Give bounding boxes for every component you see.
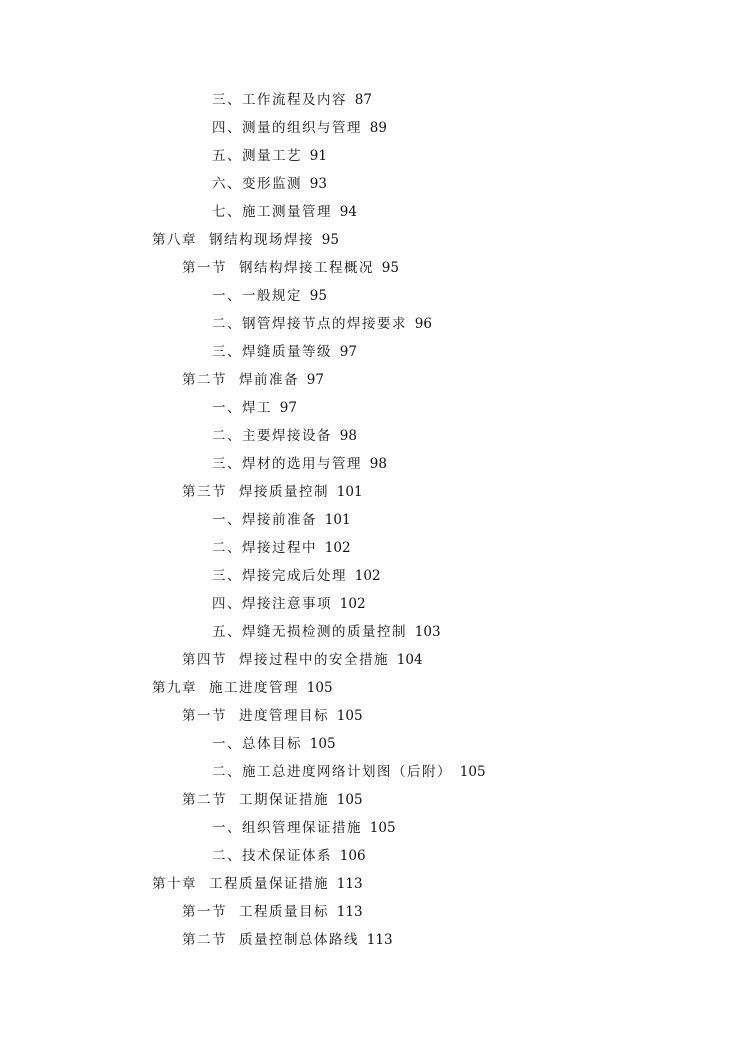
toc-entry-section[interactable] bbox=[0, 366, 744, 394]
toc-entry-section[interactable] bbox=[0, 786, 744, 814]
toc-entry-page-number: 113 bbox=[366, 932, 393, 948]
toc-entry-page-number: 103 bbox=[414, 624, 441, 640]
toc-entry-title: 钢结构焊接工程概况 bbox=[239, 260, 374, 276]
toc-entry-item[interactable] bbox=[0, 758, 744, 786]
toc-entry-title: 七、施工测量管理 bbox=[212, 204, 332, 220]
toc-entry-item[interactable] bbox=[0, 198, 744, 226]
toc-entry-title: 五、焊缝无损检测的质量控制 bbox=[212, 624, 407, 640]
toc-entry-title: 六、变形监测 bbox=[212, 176, 302, 192]
toc-entry-page-number: 102 bbox=[339, 596, 366, 612]
toc-entry-page-number: 105 bbox=[336, 708, 363, 724]
toc-entry-number: 第八章 bbox=[152, 232, 197, 248]
toc-entry-page-number: 101 bbox=[324, 512, 351, 528]
toc-entry-item[interactable] bbox=[0, 842, 744, 870]
toc-entry-title: 焊前准备 bbox=[239, 372, 299, 388]
toc-entry-title: 工期保证措施 bbox=[239, 792, 329, 808]
toc-entry-title: 二、焊接过程中 bbox=[212, 540, 317, 556]
toc-entry-title: 施工进度管理 bbox=[209, 680, 299, 696]
toc-entry-item[interactable] bbox=[0, 282, 744, 310]
toc-entry-page-number: 105 bbox=[369, 820, 396, 836]
toc-entry-page-number: 96 bbox=[414, 316, 432, 332]
toc-entry-number: 第一节 bbox=[182, 260, 227, 276]
toc-entry-page-number: 97 bbox=[306, 372, 324, 388]
toc-entry-item[interactable] bbox=[0, 114, 744, 142]
toc-entry-title: 四、测量的组织与管理 bbox=[212, 120, 362, 136]
toc-entry-number: 第二节 bbox=[182, 792, 227, 808]
toc-entry-page-number: 94 bbox=[339, 204, 357, 220]
toc-entry-title: 四、焊接注意事项 bbox=[212, 596, 332, 612]
toc-entry-title: 三、工作流程及内容 bbox=[212, 92, 347, 108]
toc-entry-number: 第一节 bbox=[182, 904, 227, 920]
toc-entry-item[interactable] bbox=[0, 422, 744, 450]
toc-entry-section[interactable] bbox=[0, 478, 744, 506]
toc-entry-item[interactable] bbox=[0, 338, 744, 366]
toc-entry-page-number: 97 bbox=[339, 344, 357, 360]
toc-entry-title: 二、技术保证体系 bbox=[212, 848, 332, 864]
toc-entry-page-number: 105 bbox=[459, 764, 486, 780]
toc-entry-title: 一、总体目标 bbox=[212, 736, 302, 752]
toc-entry-title: 二、钢管焊接节点的焊接要求 bbox=[212, 316, 407, 332]
toc-entry-page-number: 87 bbox=[354, 92, 372, 108]
toc-entry-item[interactable] bbox=[0, 590, 744, 618]
toc-entry-section[interactable] bbox=[0, 646, 744, 674]
toc-entry-title: 三、焊材的选用与管理 bbox=[212, 456, 362, 472]
toc-entry-chapter[interactable] bbox=[0, 870, 744, 898]
toc-entry-page-number: 91 bbox=[309, 148, 327, 164]
toc-entry-chapter[interactable] bbox=[0, 674, 744, 702]
toc-entry-number: 第四节 bbox=[182, 652, 227, 668]
toc-entry-page-number: 95 bbox=[321, 232, 339, 248]
toc-entry-title: 二、主要焊接设备 bbox=[212, 428, 332, 444]
toc-entry-page-number: 113 bbox=[336, 904, 363, 920]
table-of-contents bbox=[0, 86, 744, 954]
toc-entry-item[interactable] bbox=[0, 506, 744, 534]
toc-entry-title: 焊接质量控制 bbox=[239, 484, 329, 500]
toc-entry-number: 第三节 bbox=[182, 484, 227, 500]
toc-entry-item[interactable] bbox=[0, 814, 744, 842]
toc-entry-page-number: 98 bbox=[369, 456, 387, 472]
toc-entry-title: 焊接过程中的安全措施 bbox=[239, 652, 389, 668]
toc-entry-title: 一、组织管理保证措施 bbox=[212, 820, 362, 836]
toc-entry-number: 第二节 bbox=[182, 932, 227, 948]
toc-lines bbox=[0, 86, 744, 954]
toc-entry-title: 三、焊接完成后处理 bbox=[212, 568, 347, 584]
toc-entry-title: 二、施工总进度网络计划图（后附） bbox=[212, 764, 452, 780]
toc-entry-page-number: 113 bbox=[336, 876, 363, 892]
toc-entry-section[interactable] bbox=[0, 702, 744, 730]
toc-entry-title: 一、焊接前准备 bbox=[212, 512, 317, 528]
toc-entry-section[interactable] bbox=[0, 898, 744, 926]
toc-entry-title: 钢结构现场焊接 bbox=[209, 232, 314, 248]
toc-entry-item[interactable] bbox=[0, 142, 744, 170]
toc-entry-number: 第一节 bbox=[182, 708, 227, 724]
toc-entry-page-number: 105 bbox=[336, 792, 363, 808]
toc-entry-page-number: 101 bbox=[336, 484, 363, 500]
toc-entry-title: 五、测量工艺 bbox=[212, 148, 302, 164]
toc-entry-item[interactable] bbox=[0, 618, 744, 646]
toc-entry-page-number: 93 bbox=[309, 176, 327, 192]
toc-entry-page-number: 105 bbox=[306, 680, 333, 696]
toc-entry-page-number: 95 bbox=[381, 260, 399, 276]
toc-entry-item[interactable] bbox=[0, 170, 744, 198]
toc-entry-item[interactable] bbox=[0, 310, 744, 338]
toc-entry-number: 第十章 bbox=[152, 876, 197, 892]
toc-entry-title: 一、焊工 bbox=[212, 400, 272, 416]
toc-entry-page-number: 95 bbox=[309, 288, 327, 304]
toc-entry-page-number: 102 bbox=[354, 568, 381, 584]
toc-entry-title: 质量控制总体路线 bbox=[239, 932, 359, 948]
toc-entry-section[interactable] bbox=[0, 926, 744, 954]
toc-entry-title: 工程质量保证措施 bbox=[209, 876, 329, 892]
toc-entry-title: 进度管理目标 bbox=[239, 708, 329, 724]
toc-entry-page-number: 97 bbox=[279, 400, 297, 416]
toc-entry-number: 第二节 bbox=[182, 372, 227, 388]
toc-entry-item[interactable] bbox=[0, 394, 744, 422]
toc-entry-page-number: 89 bbox=[369, 120, 387, 136]
toc-entry-item[interactable] bbox=[0, 450, 744, 478]
toc-entry-item[interactable] bbox=[0, 562, 744, 590]
toc-entry-section[interactable] bbox=[0, 254, 744, 282]
toc-entry-title: 一、一般规定 bbox=[212, 288, 302, 304]
toc-entry-page-number: 104 bbox=[396, 652, 423, 668]
toc-entry-chapter[interactable] bbox=[0, 226, 744, 254]
toc-entry-page-number: 98 bbox=[339, 428, 357, 444]
toc-entry-title: 三、焊缝质量等级 bbox=[212, 344, 332, 360]
toc-entry-item[interactable] bbox=[0, 730, 744, 758]
toc-entry-page-number: 106 bbox=[339, 848, 366, 864]
toc-entry-item[interactable] bbox=[0, 534, 744, 562]
toc-entry-title: 工程质量目标 bbox=[239, 904, 329, 920]
toc-entry-item[interactable] bbox=[0, 86, 744, 114]
toc-entry-page-number: 105 bbox=[309, 736, 336, 752]
toc-entry-page-number: 102 bbox=[324, 540, 351, 556]
toc-entry-number: 第九章 bbox=[152, 680, 197, 696]
